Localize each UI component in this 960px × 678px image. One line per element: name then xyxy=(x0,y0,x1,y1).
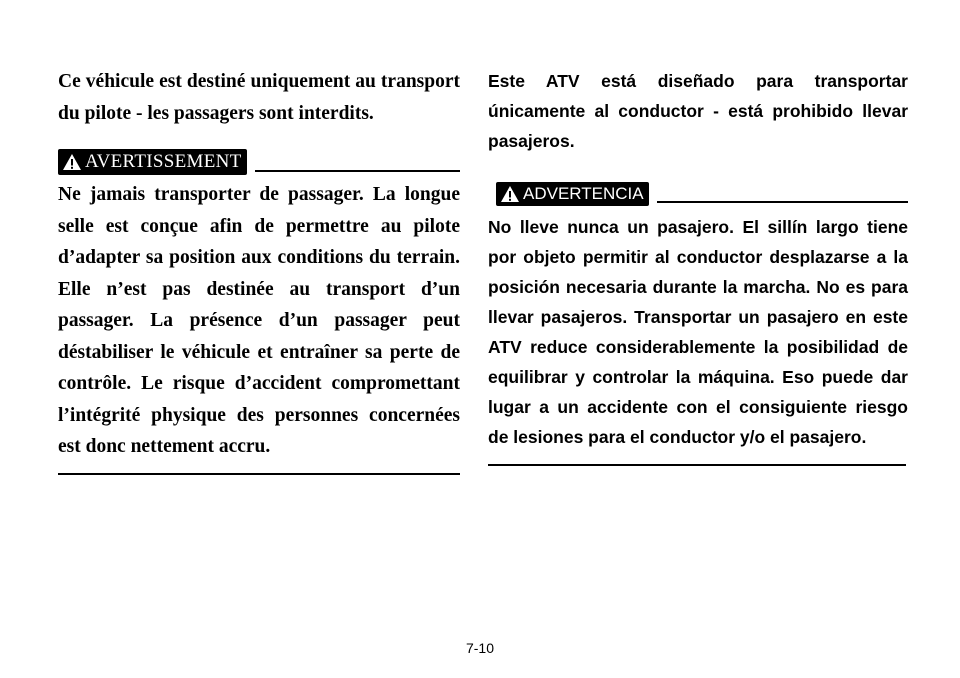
spanish-warning-rule xyxy=(657,201,908,203)
spanish-warning-header xyxy=(488,182,908,206)
french-warning-rule xyxy=(255,170,460,172)
page-number: 7-10 xyxy=(465,640,495,656)
spanish-column xyxy=(488,66,908,466)
spanish-intro: Este ATV está diseñado para transportar únicamente al conductor - está prohibido llevar pasajeros. xyxy=(488,71,908,151)
french-warning-text: Ne jamais transporter de passager. La longue selle est conçue afin de permettre au pilote d’adapter sa position aux conditions du terrain. Elle n’est pas destinée au transport d’un passager. La présence d’un passager peut déstabiliser le véhicule et entraîner sa perte de contrôle. Le risque d’accident compromettant l’intégrité physique des personnes concernées est donc nettement accru. xyxy=(58,184,460,457)
spanish-warning-badge xyxy=(496,182,649,206)
spanish-warning-label: ADVERTENCIA xyxy=(523,184,644,203)
warning-triangle-icon xyxy=(500,185,520,203)
warning-triangle-icon xyxy=(62,153,82,171)
french-column xyxy=(58,66,460,475)
french-intro: Ce véhicule est destiné uniquement au transport du pilote - les passagers sont interdits. xyxy=(58,71,460,124)
french-warning-end-rule xyxy=(58,473,460,475)
french-warning-badge xyxy=(58,149,247,175)
spanish-warning-text: No lleve nunca un pasajero. El sillín largo tiene por objeto permitir al conductor desplazarse a la posición necesaria durante la marcha. No es para llevar pasajeros. Transportar un pasajero en este ATV reduce considerablemente la posibilidad de equilibrar y controlar la máquina. Eso puede dar lugar a un accidente con el consiguiente riesgo de lesiones para el conductor y/o el pasajero. xyxy=(488,217,908,447)
french-warning-header xyxy=(58,149,460,175)
french-warning-label: AVERTISSEMENT xyxy=(85,151,242,172)
spanish-warning-end-rule xyxy=(488,464,906,466)
